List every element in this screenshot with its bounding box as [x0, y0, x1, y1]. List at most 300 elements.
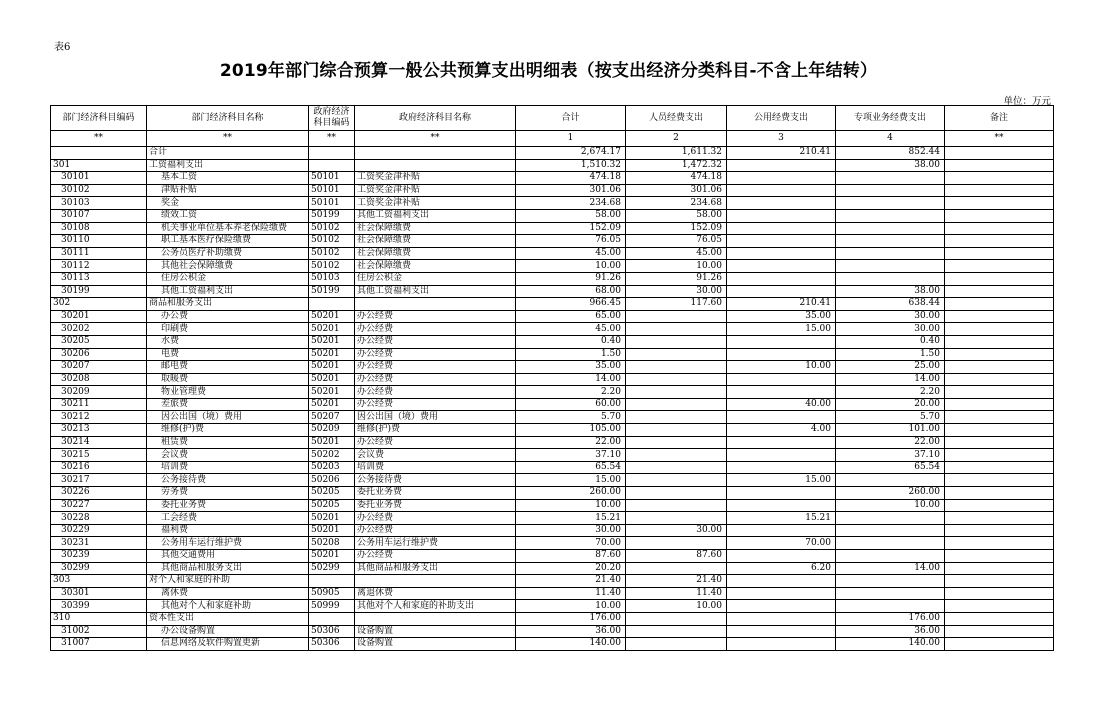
cell-dept-code: 30207 [51, 361, 147, 374]
cell-dept-name: 公务用车运行维护费 [147, 537, 309, 550]
cell-gov-code: 50199 [309, 209, 355, 222]
cell-dept-name: 津贴补贴 [147, 184, 309, 197]
budget-table [50, 105, 1054, 651]
cell-gov-code: 50201 [309, 310, 355, 323]
index-cell: ** [147, 131, 309, 147]
table-row [51, 562, 1054, 575]
index-cell: ** [945, 131, 1054, 147]
cell-public: 35.00 [727, 310, 836, 323]
cell-public [727, 184, 836, 197]
cell-gov-name: 公务接待费 [355, 474, 516, 487]
cell-special: 30.00 [836, 323, 945, 336]
cell-total: 35.00 [516, 361, 626, 374]
cell-note [945, 285, 1054, 298]
cell-note [945, 562, 1054, 575]
cell-personnel: 234.68 [626, 197, 727, 210]
cell-total: 0.40 [516, 335, 626, 348]
index-cell: ** [51, 131, 147, 147]
cell-note [945, 172, 1054, 185]
cell-gov-code: 50205 [309, 487, 355, 500]
cell-special [836, 600, 945, 613]
cell-total: 87.60 [516, 550, 626, 563]
cell-dept-code: 30399 [51, 600, 147, 613]
cell-dept-code: 30206 [51, 348, 147, 361]
cell-special: 22.00 [836, 436, 945, 449]
cell-gov-name [355, 159, 516, 172]
cell-gov-code: 50206 [309, 474, 355, 487]
cell-personnel: 87.60 [626, 550, 727, 563]
cell-gov-name [355, 612, 516, 625]
cell-note [945, 184, 1054, 197]
cell-dept-name: 工会经费 [147, 512, 309, 525]
cell-total: 260.00 [516, 487, 626, 500]
cell-gov-code: 50201 [309, 436, 355, 449]
cell-dept-code: 30226 [51, 487, 147, 500]
cell-dept-name: 其他对个人和家庭补助 [147, 600, 309, 613]
cell-dept-code: 30301 [51, 587, 147, 600]
table-row [51, 436, 1054, 449]
cell-dept-code: 301 [51, 159, 147, 172]
cell-dept-name: 对个人和家庭的补助 [147, 575, 309, 588]
cell-personnel [626, 335, 727, 348]
cell-total: 1.50 [516, 348, 626, 361]
cell-gov-code: 50203 [309, 461, 355, 474]
cell-dept-name: 机关事业单位基本养老保险缴费 [147, 222, 309, 235]
cell-note [945, 247, 1054, 260]
cell-public: 15.00 [727, 474, 836, 487]
cell-special [836, 184, 945, 197]
cell-dept-code: 30212 [51, 411, 147, 424]
cell-dept-name: 商品和服务支出 [147, 298, 309, 311]
cell-personnel [626, 638, 727, 651]
cell-total: 10.00 [516, 600, 626, 613]
cell-dept-name: 劳务费 [147, 487, 309, 500]
cell-dept-code: 30113 [51, 272, 147, 285]
cell-personnel [626, 537, 727, 550]
cell-note [945, 512, 1054, 525]
table-row [51, 386, 1054, 399]
cell-gov-code: 50905 [309, 587, 355, 600]
cell-total: 105.00 [516, 424, 626, 437]
cell-gov-name: 其他工资福利支出 [355, 285, 516, 298]
cell-dept-code: 30227 [51, 499, 147, 512]
cell-total: 152.09 [516, 222, 626, 235]
header-public: 公用经费支出 [727, 106, 836, 131]
cell-special [836, 587, 945, 600]
cell-note [945, 449, 1054, 462]
cell-gov-code: 50101 [309, 197, 355, 210]
cell-public: 4.00 [727, 424, 836, 437]
cell-dept-code: 30213 [51, 424, 147, 437]
cell-total: 176.00 [516, 612, 626, 625]
cell-special: 36.00 [836, 625, 945, 638]
cell-public [727, 550, 836, 563]
cell-special [836, 172, 945, 185]
cell-gov-name: 办公经费 [355, 361, 516, 374]
cell-public [727, 159, 836, 172]
cell-dept-name: 培训费 [147, 461, 309, 474]
cell-total: 10.00 [516, 260, 626, 273]
cell-dept-code: 30229 [51, 524, 147, 537]
cell-note [945, 537, 1054, 550]
cell-personnel [626, 310, 727, 323]
cell-gov-name: 社会保障缴费 [355, 235, 516, 248]
cell-dept-name: 公务员医疗补助缴费 [147, 247, 309, 260]
cell-public [727, 461, 836, 474]
table-row [51, 209, 1054, 222]
cell-dept-name: 奖金 [147, 197, 309, 210]
cell-gov-name: 社会保障缴费 [355, 247, 516, 260]
cell-special: 14.00 [836, 562, 945, 575]
header-row [51, 106, 1054, 131]
table-number: 表6 [54, 42, 71, 53]
table-row [51, 272, 1054, 285]
cell-dept-name: 其他商品和服务支出 [147, 562, 309, 575]
cell-note [945, 461, 1054, 474]
cell-public [727, 209, 836, 222]
cell-dept-name: 资本性支出 [147, 612, 309, 625]
cell-dept-name: 会议费 [147, 449, 309, 462]
table-row [51, 197, 1054, 210]
cell-dept-code: 30228 [51, 512, 147, 525]
table-row [51, 159, 1054, 172]
table-row [51, 524, 1054, 537]
cell-note [945, 600, 1054, 613]
cell-total: 474.18 [516, 172, 626, 185]
cell-gov-code: 50101 [309, 172, 355, 185]
index-row [51, 131, 1054, 147]
cell-dept-code: 30101 [51, 172, 147, 185]
cell-dept-code: 30108 [51, 222, 147, 235]
table-row [51, 612, 1054, 625]
cell-dept-code: 31007 [51, 638, 147, 651]
cell-personnel [626, 512, 727, 525]
cell-dept-code: 30215 [51, 449, 147, 462]
cell-special: 38.00 [836, 159, 945, 172]
cell-dept-code [51, 147, 147, 160]
cell-public: 6.20 [727, 562, 836, 575]
cell-gov-name: 办公经费 [355, 550, 516, 563]
cell-gov-code: 50299 [309, 562, 355, 575]
cell-special: 638.44 [836, 298, 945, 311]
cell-note [945, 323, 1054, 336]
cell-note [945, 310, 1054, 323]
cell-gov-code: 50201 [309, 512, 355, 525]
cell-note [945, 209, 1054, 222]
cell-gov-name: 办公经费 [355, 348, 516, 361]
cell-note [945, 197, 1054, 210]
cell-gov-name: 设备购置 [355, 638, 516, 651]
cell-total: 36.00 [516, 625, 626, 638]
cell-gov-code [309, 612, 355, 625]
table-row [51, 537, 1054, 550]
cell-dept-code: 30201 [51, 310, 147, 323]
cell-dept-code: 30205 [51, 335, 147, 348]
cell-gov-code: 50201 [309, 550, 355, 563]
cell-special [836, 524, 945, 537]
table-row [51, 147, 1054, 160]
cell-dept-code: 30299 [51, 562, 147, 575]
cell-public [727, 436, 836, 449]
cell-dept-name: 印刷费 [147, 323, 309, 336]
cell-special: 14.00 [836, 373, 945, 386]
cell-personnel [626, 612, 727, 625]
cell-dept-code: 303 [51, 575, 147, 588]
cell-note [945, 424, 1054, 437]
cell-note [945, 474, 1054, 487]
cell-dept-code: 30214 [51, 436, 147, 449]
cell-dept-code: 30239 [51, 550, 147, 563]
table-row [51, 184, 1054, 197]
cell-personnel: 45.00 [626, 247, 727, 260]
cell-dept-code: 30107 [51, 209, 147, 222]
cell-gov-code: 50102 [309, 235, 355, 248]
index-cell: 4 [836, 131, 945, 147]
cell-total: 68.00 [516, 285, 626, 298]
cell-gov-name: 其他工资福利支出 [355, 209, 516, 222]
table-row [51, 550, 1054, 563]
table-row [51, 512, 1054, 525]
cell-special: 101.00 [836, 424, 945, 437]
table-row [51, 247, 1054, 260]
cell-gov-code: 50306 [309, 625, 355, 638]
table-row [51, 587, 1054, 600]
cell-gov-name [355, 575, 516, 588]
cell-special: 260.00 [836, 487, 945, 500]
cell-dept-code: 30112 [51, 260, 147, 273]
table-row [51, 449, 1054, 462]
cell-dept-name: 租赁费 [147, 436, 309, 449]
cell-dept-code: 30216 [51, 461, 147, 474]
cell-note [945, 638, 1054, 651]
cell-dept-name: 合计 [147, 147, 309, 160]
cell-dept-name: 信息网络及软件购置更新 [147, 638, 309, 651]
cell-public: 210.41 [727, 298, 836, 311]
cell-special: 140.00 [836, 638, 945, 651]
cell-note [945, 612, 1054, 625]
cell-personnel: 10.00 [626, 260, 727, 273]
cell-gov-name [355, 147, 516, 160]
cell-public [727, 625, 836, 638]
cell-special [836, 575, 945, 588]
cell-special [836, 235, 945, 248]
cell-dept-name: 福利费 [147, 524, 309, 537]
cell-special: 852.44 [836, 147, 945, 160]
cell-dept-name: 其他社会保障缴费 [147, 260, 309, 273]
index-cell: 2 [626, 131, 727, 147]
cell-total: 45.00 [516, 323, 626, 336]
cell-dept-name: 委托业务费 [147, 499, 309, 512]
cell-gov-name: 办公经费 [355, 335, 516, 348]
cell-dept-code: 30217 [51, 474, 147, 487]
cell-gov-name: 办公经费 [355, 323, 516, 336]
cell-public [727, 499, 836, 512]
cell-personnel: 30.00 [626, 524, 727, 537]
cell-personnel [626, 625, 727, 638]
cell-personnel: 30.00 [626, 285, 727, 298]
table-row [51, 222, 1054, 235]
cell-dept-code: 302 [51, 298, 147, 311]
table-row [51, 172, 1054, 185]
cell-total: 1,510.32 [516, 159, 626, 172]
cell-personnel: 152.09 [626, 222, 727, 235]
cell-note [945, 524, 1054, 537]
cell-special: 1.50 [836, 348, 945, 361]
cell-gov-name: 委托业务费 [355, 499, 516, 512]
cell-special [836, 247, 945, 260]
cell-gov-code: 50102 [309, 260, 355, 273]
cell-public [727, 411, 836, 424]
cell-total: 2.20 [516, 386, 626, 399]
cell-gov-name: 办公经费 [355, 436, 516, 449]
cell-special [836, 537, 945, 550]
cell-personnel [626, 562, 727, 575]
cell-personnel [626, 323, 727, 336]
cell-public [727, 386, 836, 399]
cell-special: 5.70 [836, 411, 945, 424]
cell-gov-name: 工资奖金津补贴 [355, 172, 516, 185]
cell-public [727, 449, 836, 462]
cell-total: 140.00 [516, 638, 626, 651]
cell-gov-name: 办公经费 [355, 512, 516, 525]
cell-personnel: 58.00 [626, 209, 727, 222]
cell-gov-name: 维修(护)费 [355, 424, 516, 437]
cell-personnel [626, 487, 727, 500]
cell-gov-name: 设备购置 [355, 625, 516, 638]
cell-public: 70.00 [727, 537, 836, 550]
cell-personnel: 11.40 [626, 587, 727, 600]
cell-personnel [626, 424, 727, 437]
index-cell: ** [355, 131, 516, 147]
cell-gov-name: 其他对个人和家庭的补助支出 [355, 600, 516, 613]
cell-dept-code: 30110 [51, 235, 147, 248]
cell-public: 10.00 [727, 361, 836, 374]
cell-note [945, 373, 1054, 386]
cell-dept-name: 办公费 [147, 310, 309, 323]
cell-dept-code: 30202 [51, 323, 147, 336]
cell-note [945, 335, 1054, 348]
table-row [51, 373, 1054, 386]
cell-gov-code: 50202 [309, 449, 355, 462]
cell-gov-code: 50103 [309, 272, 355, 285]
cell-public [727, 575, 836, 588]
cell-personnel: 21.40 [626, 575, 727, 588]
cell-gov-code: 50201 [309, 524, 355, 537]
cell-dept-name: 水费 [147, 335, 309, 348]
cell-gov-name: 办公经费 [355, 524, 516, 537]
table-row [51, 335, 1054, 348]
table-row [51, 310, 1054, 323]
cell-public [727, 348, 836, 361]
cell-gov-code: 50999 [309, 600, 355, 613]
cell-special: 176.00 [836, 612, 945, 625]
header-special: 专项业务经费支出 [836, 106, 945, 131]
header-gov-code: 政府经济科目编码 [309, 106, 355, 131]
cell-special [836, 272, 945, 285]
cell-gov-name: 其他商品和服务支出 [355, 562, 516, 575]
cell-personnel [626, 449, 727, 462]
cell-note [945, 436, 1054, 449]
table-row [51, 361, 1054, 374]
cell-special [836, 222, 945, 235]
cell-dept-code: 30103 [51, 197, 147, 210]
header-personnel: 人员经费支出 [626, 106, 727, 131]
cell-dept-name: 其他工资福利支出 [147, 285, 309, 298]
cell-total: 20.20 [516, 562, 626, 575]
cell-gov-code: 50201 [309, 386, 355, 399]
cell-note [945, 587, 1054, 600]
index-cell: 1 [516, 131, 626, 147]
cell-personnel: 91.26 [626, 272, 727, 285]
cell-special [836, 197, 945, 210]
cell-dept-code: 30209 [51, 386, 147, 399]
cell-gov-code [309, 159, 355, 172]
cell-special: 65.54 [836, 461, 945, 474]
cell-gov-code: 50102 [309, 222, 355, 235]
cell-public: 15.21 [727, 512, 836, 525]
cell-personnel: 1,611.32 [626, 147, 727, 160]
cell-note [945, 398, 1054, 411]
cell-gov-code [309, 147, 355, 160]
cell-total: 37.10 [516, 449, 626, 462]
table-row [51, 424, 1054, 437]
cell-dept-code: 30231 [51, 537, 147, 550]
cell-gov-code: 50199 [309, 285, 355, 298]
cell-personnel [626, 436, 727, 449]
cell-dept-code: 30102 [51, 184, 147, 197]
index-cell: ** [309, 131, 355, 147]
cell-personnel [626, 474, 727, 487]
cell-special: 30.00 [836, 310, 945, 323]
table-row [51, 600, 1054, 613]
cell-note [945, 625, 1054, 638]
header-gov-name: 政府经济科目名称 [355, 106, 516, 131]
cell-note [945, 361, 1054, 374]
cell-note [945, 272, 1054, 285]
cell-gov-name: 住房公积金 [355, 272, 516, 285]
cell-public [727, 172, 836, 185]
unit-label: 单位：万元 [1003, 96, 1051, 107]
cell-note [945, 550, 1054, 563]
cell-gov-name: 离退休费 [355, 587, 516, 600]
cell-note [945, 159, 1054, 172]
cell-total: 70.00 [516, 537, 626, 550]
cell-note [945, 348, 1054, 361]
cell-gov-code: 50207 [309, 411, 355, 424]
cell-public [727, 260, 836, 273]
cell-dept-code: 30111 [51, 247, 147, 260]
cell-dept-name: 物业管理费 [147, 386, 309, 399]
cell-gov-code: 50306 [309, 638, 355, 651]
cell-dept-name: 住房公积金 [147, 272, 309, 285]
cell-note [945, 260, 1054, 273]
cell-note [945, 235, 1054, 248]
cell-public [727, 222, 836, 235]
cell-gov-name: 办公经费 [355, 373, 516, 386]
cell-note [945, 411, 1054, 424]
cell-dept-name: 工资福利支出 [147, 159, 309, 172]
cell-special: 10.00 [836, 499, 945, 512]
cell-personnel: 10.00 [626, 600, 727, 613]
cell-public [727, 235, 836, 248]
cell-gov-code: 50201 [309, 323, 355, 336]
cell-dept-name: 维修(护)费 [147, 424, 309, 437]
cell-dept-code: 30208 [51, 373, 147, 386]
cell-gov-name: 公务用车运行维护费 [355, 537, 516, 550]
cell-gov-code: 50201 [309, 361, 355, 374]
cell-public [727, 524, 836, 537]
cell-dept-name: 差旅费 [147, 398, 309, 411]
